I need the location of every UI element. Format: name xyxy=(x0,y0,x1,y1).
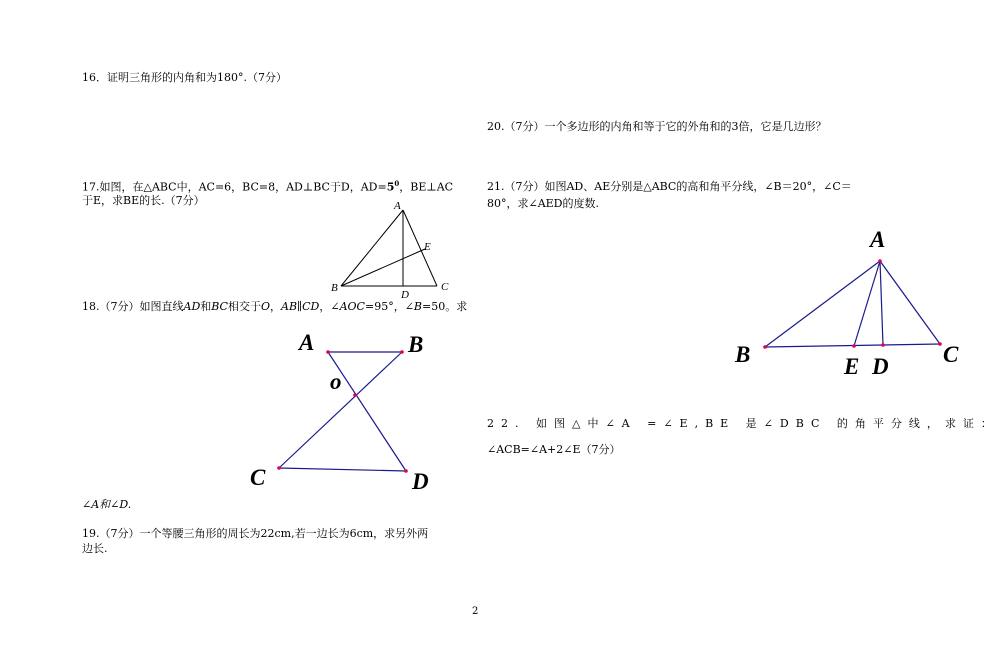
question-18-tail xyxy=(82,496,131,513)
q18-label-d: D xyxy=(412,469,429,494)
q18-comma-1: ， xyxy=(270,300,282,313)
q21-label-a: A xyxy=(870,227,886,252)
q17-label-d: D xyxy=(401,289,409,301)
question-22-line-2: ∠ACB=∠A+2∠E（7分） xyxy=(487,443,621,456)
question-20: 20.（7分）一个多边形的内角和等于它的外角和的3倍，它是几边形？ xyxy=(487,120,827,133)
q17-ad-value: 5 xyxy=(386,180,395,194)
q18-o: O xyxy=(260,300,271,313)
q17-label-c: C xyxy=(441,281,449,293)
q17-label-a: A xyxy=(394,200,401,212)
question-21-line-1: 21.（7分）如图AD、AE分别是△ABC的高和角平分线，∠B＝20°，∠C＝ xyxy=(487,180,852,193)
q18-point-d xyxy=(404,469,408,473)
q18-bc: BC xyxy=(211,300,228,313)
q21-point-e xyxy=(852,344,856,348)
q18-label-b: B xyxy=(408,332,424,357)
q21-segment-ab xyxy=(765,261,880,347)
question-18 xyxy=(82,298,467,315)
q18-label-o: o xyxy=(330,369,342,394)
q18-crossing-lines-figure xyxy=(245,325,445,495)
question-17-line-2: 于E，求BE的长.（7分） xyxy=(82,194,205,207)
q18-point-b xyxy=(400,350,404,354)
q18-comma-2: ， xyxy=(319,300,331,313)
question-19-line-2: 边长. xyxy=(82,542,108,555)
q21-label-c: C xyxy=(943,342,959,367)
q18-ad: AD xyxy=(183,300,201,313)
q18-point-c xyxy=(277,466,281,470)
question-21-line-2: 80°，求∠AED的度数. xyxy=(487,197,600,210)
q18-label-c: C xyxy=(250,465,266,490)
q18-segment-cd xyxy=(279,468,406,471)
q21-segment-ac xyxy=(880,261,940,344)
q21-label-d: D xyxy=(872,354,889,379)
page-number: 2 xyxy=(472,606,479,617)
q21-label-b: B xyxy=(735,342,751,367)
q18-angle-aoc-value: =95°， xyxy=(364,300,405,313)
q17-triangle-figure xyxy=(325,198,455,301)
q17-segment-ac xyxy=(403,210,437,286)
q17-segment-ab xyxy=(341,210,403,286)
q18-and: 和 xyxy=(200,300,212,313)
q18-mid: 相交于 xyxy=(227,300,261,313)
q21-label-e: E xyxy=(844,354,860,379)
q18-ab-parallel-cd: AB∥CD xyxy=(281,300,320,313)
q18-angle-b: ∠B xyxy=(404,300,423,313)
q17-text-a: 17.如图，在△ABC中，AC=6，BC=8，AD⊥BC于D，AD= xyxy=(82,180,387,194)
q17-ad-sup: 0 xyxy=(394,179,400,188)
q21-point-a xyxy=(878,259,882,263)
q21-point-b xyxy=(763,345,767,349)
q21-triangle-figure xyxy=(730,225,959,379)
q18-label-a: A xyxy=(299,330,315,355)
q18-text-num: 18.（7分）如图直线 xyxy=(82,300,184,313)
q17-segment-be xyxy=(341,249,425,286)
q21-segment-ae xyxy=(854,261,880,346)
question-16: 16．证明三角形的内角和为180°.（7分） xyxy=(82,71,287,84)
q18-angle-aoc: ∠AOC xyxy=(330,300,365,313)
question-22-line-1: 22. 如图△中∠A =∠E,BE 是∠DBC 的角平分线，求证： xyxy=(487,417,999,430)
q17-text-b: ，BE⊥AC xyxy=(399,180,454,194)
q18-point-o xyxy=(353,393,357,397)
q21-segment-ad xyxy=(880,261,883,345)
q18-point-a xyxy=(326,350,330,354)
q17-label-e: E xyxy=(424,241,431,253)
q21-point-c xyxy=(938,342,942,346)
q21-point-d xyxy=(881,343,885,347)
q18-angle-b-value: =50。求 xyxy=(422,300,468,313)
question-19-line-1: 19.（7分）一个等腰三角形的周长为22cm,若一边长为6cm，求另外两 xyxy=(82,527,429,540)
q18-tail-text: ∠A和∠D. xyxy=(82,498,132,511)
q17-label-b: B xyxy=(331,282,338,294)
